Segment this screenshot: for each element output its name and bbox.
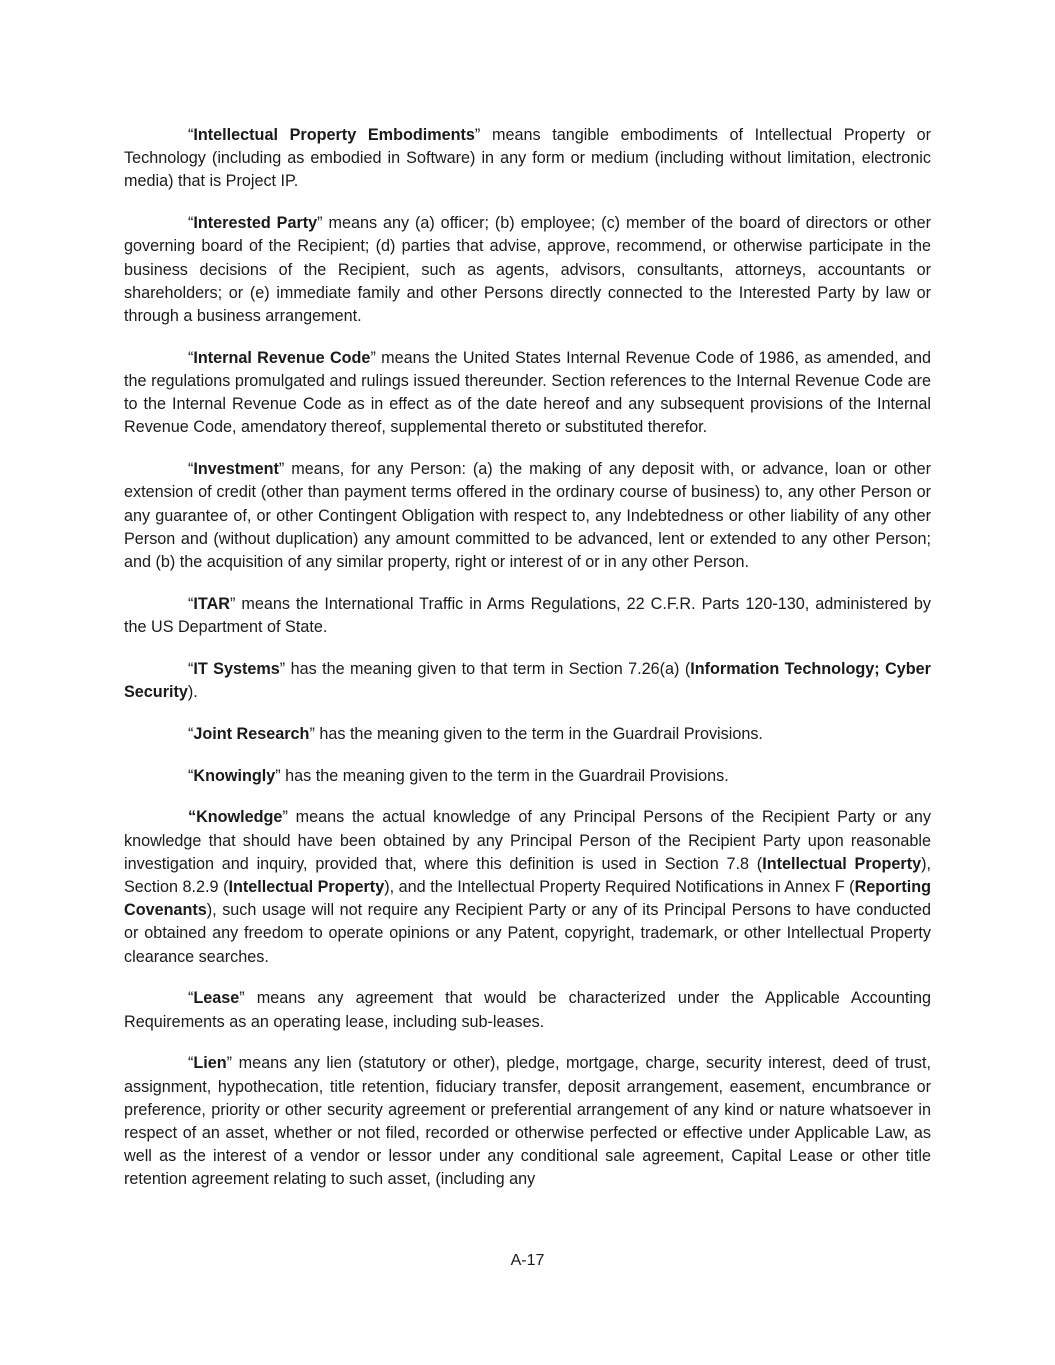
definition-text: has the meaning given to that term in Section 7.26(a) ( (285, 659, 691, 678)
close-quote: ” (275, 766, 281, 785)
definition-interested-party (124, 212, 931, 328)
defined-term: Internal Revenue Code (193, 348, 371, 367)
close-quote: ” (309, 724, 315, 743)
definition-intellectual-property-embodiments (124, 124, 931, 194)
definition-text: means, for any Person: (a) the making of any deposit with, or advance, loan or other extension of credit (other than payment terms offered in the ordinary course of business) to, any other Person or any guarantee of, or other Contingent Obligation with respect to, any Indebtedness or other liability of any other Person and (without duplication) any amount committed to be advanced, lent or extended to any other Person; and (b) the acquisition of any similar property, right or interest of or in any other Person. (124, 460, 931, 572)
defined-term: Knowingly (193, 766, 276, 785)
section-reference: Intellectual Property (762, 854, 922, 873)
definition-text: means the International Traffic in Arms Regulations, 22 C.F.R. Parts 120-130, administered by the US Department of State. (124, 594, 931, 637)
close-quote: ” (278, 460, 285, 479)
definition-text: ). (187, 683, 198, 702)
definition-text: means any lien (statutory or other), pledge, mortgage, charge, security interest, deed of trust, assignment, hypothecation, title retention, fiduciary transfer, deposit arrangement, easement, encumbrance or preference, priority or other security agreement or preferential arrangement of any kind or nature whatsoever in respect of an asset, whether or not filed, recorded or otherwise perfected or effective under Applicable Law, as well as the interest of a vendor or lessor under any conditional sale agreement, Capital Lease or other title retention agreement relating to such asset, (including any (124, 1054, 931, 1189)
close-quote: ” (370, 348, 376, 367)
definition-text: means any agreement that would be characterized under the Applicable Accounting Requirements as an operating lease, including sub-leases. (124, 989, 931, 1031)
close-quote: ” (226, 1054, 233, 1073)
definition-text: ), and the Intellectual Property Required Notifications in Annex F ( (384, 878, 855, 897)
definition-text: means any (a) officer; (b) employee; (c) member of the board of directors or other governing board of the Recipient; (d) parties that advise, approve, recommend, or otherwise participate in the business decisions of the Recipient, such as agents, advisors, consultants, attorneys, accountants or shareholders; or (e) immediate family and other Persons directly connected to the Interested Party by law or through a business arrangement. (124, 214, 931, 326)
definition-text: has the meaning given to the term in the Guardrail Provisions. (280, 766, 729, 785)
open-quote: “ (188, 1054, 194, 1073)
defined-term: Knowledge (196, 808, 283, 827)
open-quote: “ (188, 214, 194, 233)
defined-term: Intellectual Property Embodiments (193, 126, 475, 144)
open-quote: “ (188, 594, 194, 613)
definition-text: ), Section 8.2.9 ( (124, 854, 932, 897)
open-quote: “ (188, 659, 194, 678)
close-quote: ” (229, 594, 236, 613)
section-reference: Information Technology; Cyber Security (124, 659, 931, 702)
open-quote: “ (188, 808, 197, 827)
document-page (124, 124, 931, 1210)
open-quote: “ (188, 126, 194, 144)
definition-joint-research (124, 723, 931, 746)
defined-term: Joint Research (193, 724, 310, 743)
defined-term: Interested Party (193, 214, 318, 233)
defined-term: Investment (193, 460, 279, 479)
section-reference: Intellectual Property (228, 878, 385, 897)
close-quote: ” (239, 989, 245, 1008)
open-quote: “ (188, 724, 194, 743)
definition-it-systems (124, 658, 931, 704)
open-quote: “ (188, 348, 194, 367)
open-quote: “ (188, 766, 194, 785)
section-reference: Reporting Covenants (124, 878, 931, 920)
definition-knowingly (124, 765, 931, 788)
definition-text: ), such usage will not require any Recipient Party or any of its Principal Persons to have conducted or obtained any freedom to operate opinions or any Patent, copyright, trademark, or other Intellectual Property clearance searches. (124, 901, 931, 966)
defined-term: Lease (193, 989, 240, 1008)
definition-investment (124, 458, 931, 574)
defined-term: ITAR (193, 594, 230, 613)
page-number: A-17 (510, 1252, 545, 1269)
definition-text: has the meaning given to the term in the Guardrail Provisions. (314, 724, 763, 743)
defined-term: IT Systems (193, 659, 280, 678)
definition-text: means the actual knowledge of any Principal Persons of the Recipient Party or any knowledge that should have been obtained by any Principal Person of the Recipient Party upon reasonable investigation and inquiry, provided that, where this definition is used in Section 7.8 ( (124, 808, 931, 873)
open-quote: “ (188, 460, 194, 479)
close-quote: ” (474, 126, 481, 144)
definition-internal-revenue-code (124, 347, 931, 440)
definition-itar (124, 593, 931, 639)
defined-term: Lien (193, 1054, 227, 1073)
close-quote: ” (279, 659, 286, 678)
close-quote: ” (317, 214, 323, 233)
definition-lease (124, 987, 931, 1033)
open-quote: “ (188, 989, 194, 1008)
close-quote: ” (282, 808, 288, 827)
definition-lien (124, 1052, 931, 1191)
definition-text: means tangible embodiments of Intellectual Property or Technology (including as embodied in Software) in any form or medium (including without limitation, electronic media) that is Project IP. (124, 126, 932, 191)
definition-knowledge (124, 806, 931, 968)
definition-text: means the United States Internal Revenue Code of 1986, as amended, and the regulations promulgated and rulings issued thereunder. Section references to the Internal Revenue Code are to the Internal Revenue Code as in effect as of the date hereof and any subsequent provisions of the Internal Revenue Code, amendatory thereof, supplemental thereto or substituted therefor. (124, 348, 931, 437)
